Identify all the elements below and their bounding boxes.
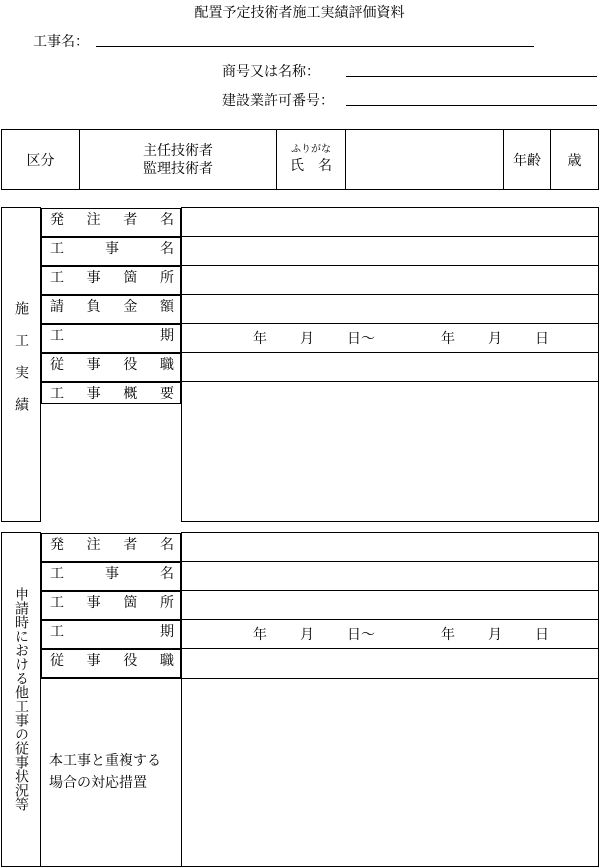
name-input-cell[interactable] [346, 130, 504, 190]
overview-label [41, 382, 181, 404]
label-char: 工 [50, 565, 64, 582]
label-char: 事 [86, 269, 101, 286]
label-char: 従 [50, 356, 64, 373]
label-char: 箇 [123, 269, 138, 286]
other-role-value[interactable] [182, 649, 599, 679]
location-value[interactable] [182, 266, 599, 295]
label-char: 事 [86, 356, 101, 373]
overlap-measure-value[interactable] [182, 678, 599, 866]
role-label [80, 130, 277, 190]
other-location-label [41, 591, 181, 620]
other-period-day-end: 日 [535, 627, 549, 643]
label-char: 者 [123, 211, 138, 228]
label-char: 職 [159, 356, 174, 373]
label-char: 所 [159, 269, 174, 286]
label-char: 名 [159, 211, 174, 228]
engineer-info-table [1, 129, 599, 190]
label-char: 者 [123, 536, 138, 553]
project-label [41, 237, 181, 266]
label-char: 名 [160, 240, 174, 257]
label-char: 名 [160, 565, 174, 582]
other-role-label [41, 649, 181, 678]
label-char: 概 [123, 385, 138, 402]
label-char: 役 [123, 652, 138, 669]
client-label [41, 208, 181, 237]
age-label: 年齢 [504, 130, 551, 190]
label-char: 職 [159, 652, 174, 669]
name-label: 氏 名 [290, 158, 332, 174]
license-number-label: 建設業許可番号： [222, 93, 334, 109]
other-period-year-end: 年 [441, 627, 455, 643]
label-char: 事 [86, 652, 101, 669]
label-char: 工 [50, 623, 64, 640]
other-work-status-table [1, 532, 599, 867]
company-name-field[interactable] [346, 76, 597, 77]
construction-record-table [1, 207, 599, 522]
period-day-end: 日 [535, 331, 549, 347]
label-char: 注 [86, 536, 101, 553]
other-client-value[interactable] [182, 533, 599, 562]
label-char: 従 [50, 652, 64, 669]
other-project-value[interactable] [182, 562, 599, 591]
label-char: 発 [50, 211, 64, 228]
period-label [41, 324, 181, 353]
role-label [41, 353, 181, 382]
role-supervising-engineer: 監理技術者 [143, 160, 213, 177]
category-label: 区分 [2, 130, 80, 190]
period-year-end: 年 [441, 331, 455, 347]
label-char: 期 [160, 623, 174, 640]
label-char: 期 [160, 327, 174, 344]
label-char: 事 [86, 385, 101, 402]
contract-amount-label [41, 295, 181, 324]
role-value[interactable] [182, 353, 599, 382]
other-period-label [41, 620, 181, 649]
other-period-month-start: 月 [300, 627, 314, 643]
label-char: 発 [50, 536, 64, 553]
company-name-label: 商号又は名称： [222, 64, 320, 80]
age-unit[interactable]: 歳 [551, 130, 599, 190]
label-char: 事 [105, 565, 119, 582]
client-value[interactable] [182, 208, 599, 237]
period-day-start: 日～ [347, 331, 375, 347]
label-char: 請 [50, 298, 64, 315]
other-location-value[interactable] [182, 591, 599, 620]
other-period-year-start: 年 [253, 627, 267, 643]
period-month-start: 月 [300, 331, 314, 347]
project-name-field[interactable] [96, 46, 534, 47]
project-value[interactable] [182, 237, 599, 266]
label-char: 事 [86, 594, 101, 611]
other-project-label [41, 562, 181, 591]
contract-amount-value[interactable] [182, 295, 599, 324]
label-char: 金 [123, 298, 138, 315]
label-char: 額 [159, 298, 174, 315]
label-char: 要 [159, 385, 174, 402]
period-value[interactable] [182, 324, 599, 353]
furigana-label: ふりがな [291, 144, 331, 155]
role-chief-engineer: 主任技術者 [143, 142, 213, 159]
label-char: 工 [50, 594, 64, 611]
label-char: 箇 [123, 594, 138, 611]
period-year-start: 年 [253, 331, 267, 347]
label-char: 役 [123, 356, 138, 373]
label-char: 工 [50, 385, 64, 402]
location-label [41, 266, 181, 295]
label-char: 注 [86, 211, 101, 228]
construction-record-side-label: 施工実績 [2, 208, 41, 522]
label-char: 名 [159, 536, 174, 553]
project-name-label: 工事名： [33, 34, 89, 50]
other-work-side-label: 申請時における他工事の従事状況等 [2, 533, 41, 867]
license-number-field[interactable] [346, 105, 597, 106]
label-char: 工 [50, 327, 64, 344]
period-month-end: 月 [488, 331, 502, 347]
name-header [277, 130, 346, 190]
overlap-measure-label: 本工事と重複する 場合の対応措置 [41, 678, 182, 866]
other-period-value[interactable] [182, 620, 599, 649]
document-title: 配置予定技術者施工実績評価資料 [194, 5, 405, 21]
label-char: 工 [50, 240, 64, 257]
label-char: 所 [159, 594, 174, 611]
other-client-label [41, 533, 181, 562]
label-char: 工 [50, 269, 64, 286]
other-period-month-end: 月 [488, 627, 502, 643]
label-char: 事 [105, 240, 119, 257]
other-period-day-start: 日～ [347, 627, 375, 643]
overview-value[interactable] [182, 382, 599, 522]
label-char: 負 [86, 298, 101, 315]
